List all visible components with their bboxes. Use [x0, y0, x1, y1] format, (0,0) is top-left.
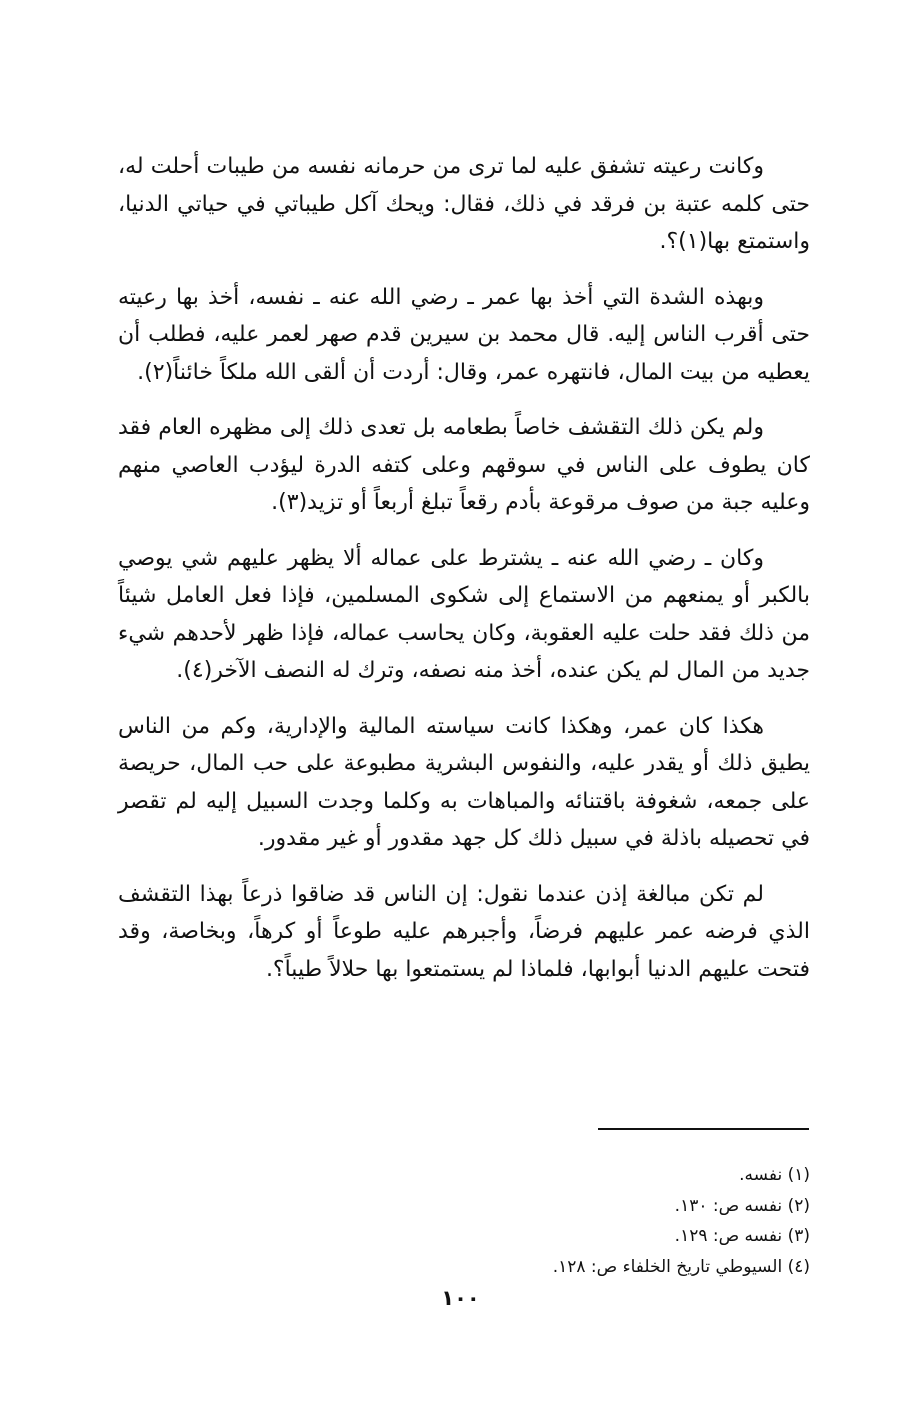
footnote-1: (١) نفسه. [739, 1165, 810, 1185]
paragraph-4: وكان ـ رضي الله عنه ـ يشترط على عماله ألا يظهر عليهم شي يوصي بالكبر أو يمنعهم من الاستماع إلى شكوى المسلمين، فإذا فعل العامل شيئاً من ذلك فقد حلت عليه العقوبة، وكان يحاسب عماله، فإذا ظهر لأحدهم شيء جديد من المال لم يكن عنده، أخذ منه نصفه، وترك له النصف الآخر(٤). [118, 545, 810, 683]
paragraph-3: ولم يكن ذلك التقشف خاصاً بطعامه بل تعدى ذلك إلى مظهره العام فقد كان يطوف على الناس في سوقهم وعلى كتفه الدرة ليؤدب العاصي منهم وعليه جبة من صوف مرقوعة بأدم رقعاً تبلغ أربعاً أو تزيد(٣). [118, 415, 810, 515]
footnote-3: (٣) نفسه ص: ١٢٩. [674, 1226, 810, 1246]
footnote-4: (٤) السيوطي تاريخ الخلفاء ص: ١٢٨. [552, 1256, 810, 1277]
footnotes [430, 1160, 810, 1282]
paragraph-2: وبهذه الشدة التي أخذ بها عمر ـ رضي الله عنه ـ نفسه، أخذ بها رعيته حتى أقرب الناس إليه. قال محمد بن سيرين قدم صهر لعمر عليه، فطلب أن يعطيه من بيت المال، فانتهره عمر، وقال: أردت أن ألقى الله ملكاً خائناً(٢). [118, 284, 810, 385]
footnote-separator [598, 1128, 809, 1130]
page-number: ١٠٠ [441, 1286, 480, 1310]
paragraph-5: هكذا كان عمر، وهكذا كانت سياسته المالية والإدارية، وكم من الناس يطيق ذلك أو يقدر عليه، والنفوس البشرية مطبوعة على حب المال، حريصة على جمعه، شغوفة باقتنائه والمباهات به وكلما وجدت السبيل إليه لم تقصر في تحصيله باذلة في سبيل ذلك كل جهد مقدور أو غير مقدور. [118, 713, 810, 851]
footnote-2: (٢) نفسه ص: ١٣٠. [674, 1195, 810, 1216]
paragraph-1: وكانت رعيته تشفق عليه لما ترى من حرمانه نفسه من طيبات أحلت له، حتى كلمه عتبة بن فرقد في ذلك، فقال: ويحك آكل طيباتي في حياتي الدنيا، واستمتع بها(١)؟. [118, 154, 810, 254]
main-text [118, 148, 810, 1006]
paragraph-6: لم تكن مبالغة إذن عندما نقول: إن الناس قد ضاقوا ذرعاً بهذا التقشف الذي فرضه عمر عليهم فرضاً، وأجبرهم عليه طوعاً أو كرهاً، وبخاصة، وقد فتحت عليهم الدنيا أبوابها، فلماذا لم يستمتعوا بها حلالاً طيباً؟. [118, 881, 810, 982]
